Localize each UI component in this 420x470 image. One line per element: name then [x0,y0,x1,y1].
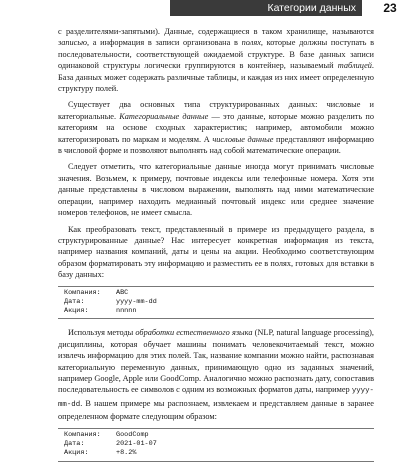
text-run: , которые должны поступать в последовательности, соответствующей ожидаемой структуре. В базе данных записи одинаковой структуры логически группируются в контейнер, называемый [58,38,375,71]
code-value: +8.2% [116,449,137,458]
code-key: Компания: [64,430,101,439]
code-value: 2021-01-07 [116,439,157,448]
paragraph-records [58,26,374,94]
paragraph-nlp [58,327,374,422]
code-value: GoodComp [116,430,149,439]
inline-code-date-format: yyyy-mm-dd [58,387,374,409]
text-run: — это данные, которые можно разделить по категориям на основе сходных характеристик; например, автомобили можно категоризировать по маркам и моделям. А [58,111,374,144]
code-key: Компания: [64,288,101,297]
code-row [64,307,374,316]
term-fields: полях [241,38,261,48]
text-run: Существует два основных типа структурированных данных: числовые и категориальные. [58,100,374,121]
paragraph-data-types [58,99,374,156]
paragraph-structuring: Как преобразовать текст, представленный в примере из предыдущего раздела, в структурированные данные? Нас интересует конкретная информация из текста, например названия компаний, даты и цены на акции. Необходимо соответствующим образом форматировать эту информацию и разместить ее в полях, готовых для вставки в базу данных: [58,224,374,280]
code-block-example [58,428,374,462]
code-row [64,440,374,449]
code-key: Дата: [64,439,85,448]
code-row [64,298,374,307]
text-run: Используя методы [68,328,136,338]
running-header [0,0,420,18]
code-block-template [58,286,374,320]
code-key: Дата: [64,297,85,306]
text-run: представляют информацию в числовой форме и позволяют выполнять над собой математические операции. [58,134,374,156]
page-number: 23 [383,1,397,15]
term-record: записью [58,38,87,48]
header-bar [170,0,362,16]
term-table: таблицей [337,61,372,71]
code-key: Акция: [64,449,89,458]
text-run: (NLP, natural language processing), дисциплины, которая обучает машины понимать человекочитаемый текст, можно извлечь информацию для этих полей. Так, название компании можно найти, распознавая категориальную переменную данных, принимающую одно из заданных значений, например Google, Apple или GoodComp. Аналогично можно распознать дату, сопоставив последовательность ее символов с одним из возможных форматов даты, например [58,328,374,395]
text-run: . База данных может содержать различные таблицы, и каждая из них имеет определенную структуру полей. [58,61,374,94]
code-row [64,289,374,298]
page-body [58,26,374,470]
code-value: ABC [116,288,129,297]
text-run: , а информация в записи организована в [87,38,242,48]
text-run: с разделителями-запятыми). Данные, содержащиеся в таком хранилище, называются [58,27,374,36]
code-row [64,449,374,458]
chapter-title: Категории данных [267,2,356,14]
code-value: nnnnn [116,307,137,316]
term-categorical: Категориальные данные [119,111,209,121]
text-run: . В нашем примере мы распознаем, извлекаем и представляем данные в заранее определенном формате следующим образом: [58,398,374,422]
code-row [64,431,374,440]
term-numeric: числовые данные [212,134,274,144]
term-nlp: обработки естественного языка [135,328,253,338]
code-value: yyyy-mm-dd [116,297,157,306]
code-key: Акция: [64,307,89,316]
paragraph-numeric-categories: Следует отметить, что категориальные данные иногда могут принимать числовые значения. Возьмем, к примеру, почтовые индексы или телефонные номера. Хотя эти данные представлены в числовом выражении, выполнять над ними математические операции, например находить медианный почтовый индекс или среднее значение номеров телефонов, не имеет смысла. [58,162,374,218]
